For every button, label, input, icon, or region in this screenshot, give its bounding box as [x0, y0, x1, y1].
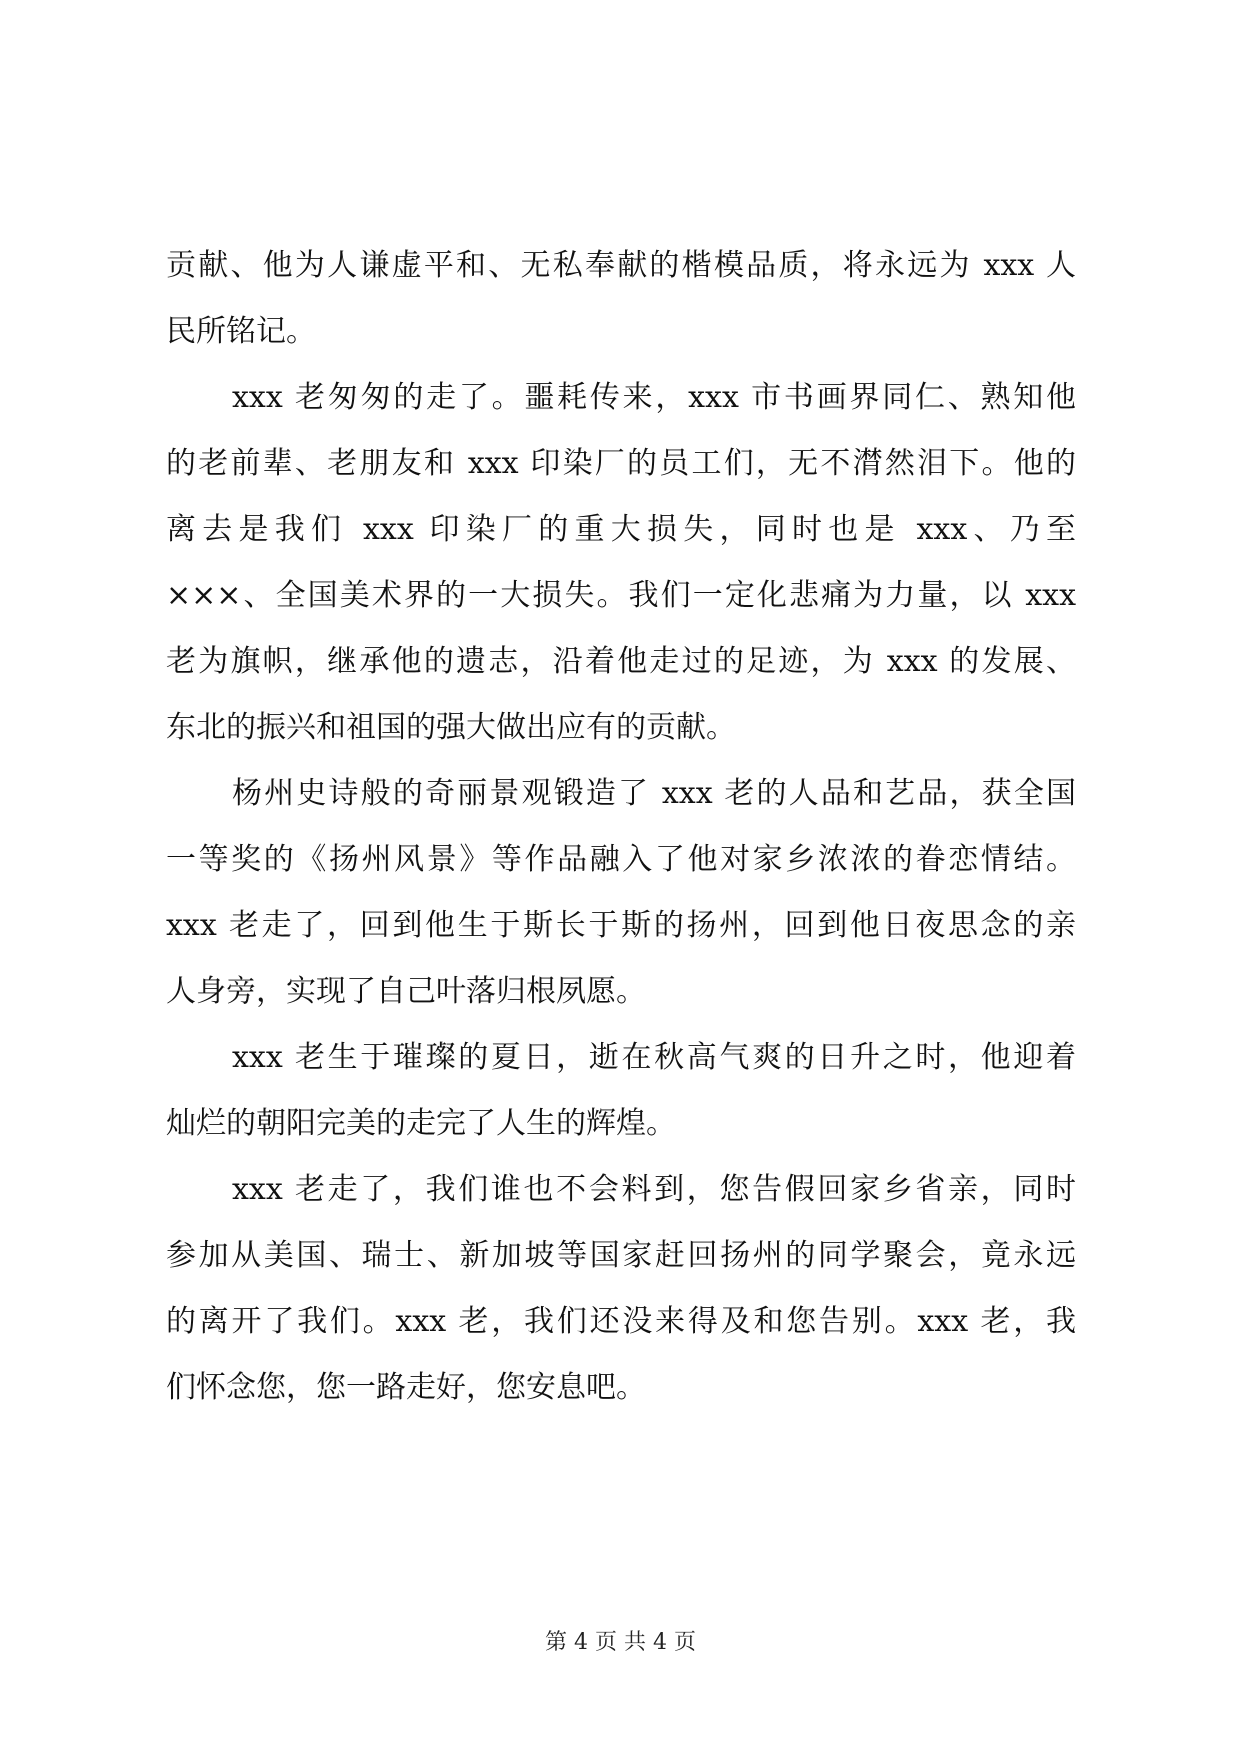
text-line: xxx 老走了，我们谁也不会料到，您告假回家乡省亲，同时 [232, 1172, 1076, 1207]
text-line: 参加从美国、瑞士、新加坡等国家赶回扬州的同学聚会，竟永远 [166, 1238, 1076, 1273]
text-line: 民所铭记。 [166, 314, 316, 349]
text-line: 一等奖的《扬州风景》等作品融入了他对家乡浓浓的眷恋情结。 [166, 842, 1076, 877]
text-line: 贡献、他为人谦虚平和、无私奉献的楷模品质，将永远为 xxx 人 [166, 248, 1076, 283]
text-line: 离去是我们 xxx 印染厂的重大损失，同时也是 xxx、乃至 [166, 512, 1076, 547]
text-line: xxx 老走了，回到他生于斯长于斯的扬州，回到他日夜思念的亲 [166, 908, 1076, 943]
text-line: 东北的振兴和祖国的强大做出应有的贡献。 [166, 710, 736, 745]
text-line: xxx 老生于璀璨的夏日，逝在秋高气爽的日升之时，他迎着 [232, 1040, 1076, 1075]
text-line: 们怀念您，您一路走好，您安息吧。 [166, 1370, 646, 1405]
text-line: 老为旗帜，继承他的遗志，沿着他走过的足迹，为 xxx 的发展、 [166, 644, 1076, 679]
document-body [166, 233, 1076, 1421]
page-footer: 第 4 页 共 4 页 [545, 1630, 696, 1655]
text-line: 灿烂的朝阳完美的走完了人生的辉煌。 [166, 1106, 676, 1141]
text-line: 的离开了我们。xxx 老，我们还没来得及和您告别。xxx 老，我 [166, 1304, 1076, 1339]
text-line: 人身旁，实现了自己叶落归根夙愿。 [166, 974, 646, 1009]
text-line: 杨州史诗般的奇丽景观锻造了 xxx 老的人品和艺品，获全国 [232, 776, 1076, 811]
text-line: 的老前辈、老朋友和 xxx 印染厂的员工们，无不潸然泪下。他的 [166, 446, 1076, 481]
text-line: ×××、全国美术界的一大损失。我们一定化悲痛为力量，以 xxx [166, 578, 1076, 613]
text-line: xxx 老匆匆的走了。噩耗传来，xxx 市书画界同仁、熟知他 [232, 380, 1076, 415]
